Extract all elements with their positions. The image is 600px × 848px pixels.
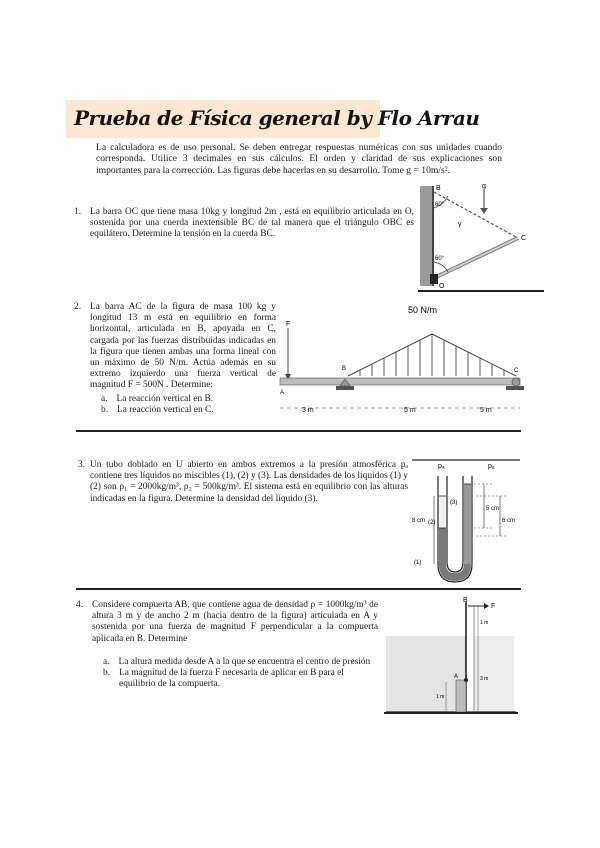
question-3-figure bbox=[412, 456, 522, 586]
fig1-angle-bottom: 60° bbox=[435, 256, 445, 262]
fig3-height-5: 5 cm bbox=[486, 506, 500, 512]
question-1 bbox=[90, 207, 414, 241]
question-2 bbox=[90, 302, 276, 416]
question-2-option-a: a. La reacción vertical en B. bbox=[101, 393, 214, 404]
fig1-label-o: O bbox=[439, 283, 445, 290]
question-2-option-b: b. La reacción vertical en C. bbox=[101, 404, 214, 415]
question-2-figure bbox=[280, 300, 526, 416]
fig2-load-label: 50 N/m bbox=[408, 305, 438, 315]
fig4-label-a: A bbox=[454, 674, 459, 680]
question-4-divider bbox=[384, 712, 518, 714]
fig1-gamma: γ bbox=[458, 221, 462, 228]
question-3-divider bbox=[76, 588, 521, 590]
fig1-angle-top: 60° bbox=[435, 202, 445, 208]
question-3-number: 3. bbox=[78, 460, 86, 470]
fig1-label-b: B bbox=[436, 185, 441, 192]
fig3-height-6: 6 cm bbox=[502, 518, 516, 524]
page-title: Prueba de Física general by Flo Arrau bbox=[74, 106, 480, 130]
question-4-option-a: a. La altura medida desde A a la que se encuentra el centro de presión bbox=[103, 656, 371, 667]
question-1-figure bbox=[420, 182, 540, 290]
fig1-label-g: g bbox=[482, 183, 486, 190]
question-4-text: Considere compuerta AB, que contiene agua de densidad ρ = 1000kg/m³ de altura 3 m y de ancho 2 m (hacia dentro de la figura) articulada en A y sostenida por una fuerza de magnitud F perpendicular a la compuerta aplicada en B. Determine bbox=[92, 600, 378, 644]
question-2-text: La barra AC de la figura de masa 100 kg y longitud 13 m está en equilibrio en forma horizontal, articulada en B, apoyada en C, cargada por las fuerzas distribuidas indicadas en la figura que tienen ambas una forma lineal con un máximo de 50 N/m. Actúa además en su extremo izquierdo una fuerza vertical de magnitud F = 500N . Determine: bbox=[90, 302, 276, 391]
fig3-pa-left: pₐ bbox=[438, 463, 445, 470]
fig3-pa-right: pₐ bbox=[488, 463, 495, 470]
fig3-liquid-2: (2) bbox=[428, 520, 436, 526]
fig4-label-f: F bbox=[491, 603, 496, 610]
question-4 bbox=[92, 600, 378, 690]
fig2-label-a: A bbox=[280, 390, 285, 396]
question-2-number: 2. bbox=[74, 302, 82, 312]
fig2-label-b: B bbox=[342, 366, 347, 372]
fig1-label-c: C bbox=[521, 235, 527, 242]
question-1-number: 1. bbox=[74, 207, 82, 217]
question-3-text: Un tubo doblado en U abierto en ambos extremos a la presión atmosférica pₐ contiene tres líquidos no miscibles (1), (2) y (3). Las densidades de los líquidos (1) y (2) son ρ₁ = 2000kg/m³, ρ₂ = 500kg/m³. El sistema está en equilibrio con las alturas indicadas en la figura. Determine la densidad del líquido (3). bbox=[90, 460, 408, 504]
fig2-label-f: F bbox=[286, 321, 291, 328]
fig4-label-b: B bbox=[463, 597, 468, 604]
question-1-divider bbox=[418, 290, 544, 292]
fig4-dim-1: 1 m bbox=[480, 620, 489, 626]
fig2-dim-3: 5 m bbox=[480, 407, 492, 414]
question-2-divider bbox=[76, 430, 521, 432]
question-4-option-b: b. La magnitud de la fuerza F necesaria de aplicar en B para el equilibrio de la compuerta. bbox=[103, 668, 344, 690]
question-4-figure bbox=[386, 598, 516, 716]
fig3-height-8: 8 cm bbox=[412, 518, 426, 524]
fig2-dim-2: 5 m bbox=[404, 407, 416, 414]
fig3-liquid-1: (1) bbox=[414, 560, 422, 566]
fig4-dim-2: 3 m bbox=[480, 676, 489, 682]
instructions-paragraph: La calculadora es de uso personal. Se deben entregar respuestas numéricas con sus unidades cuando corresponda. Utilice 3 decimales en sus cálculos. El orden y claridad de sus explicaciones son importantes para la corrección. Las figuras debe hacerlas en su desarrollo. Tome g = 10m/s². bbox=[96, 142, 502, 176]
fig2-dim-1: 3 m bbox=[302, 407, 314, 414]
fig2-label-c: C bbox=[514, 368, 519, 374]
fig4-dim-3: 1 m bbox=[436, 694, 445, 700]
question-4-number: 4. bbox=[76, 600, 84, 610]
fig3-liquid-3: (3) bbox=[450, 500, 458, 506]
question-3 bbox=[90, 460, 408, 505]
question-1-text: La barra OC que tiene masa 10kg y longitud 2m , está en equilibrio articulada en O, sostenida por una cuerda inextensible BC de tal manera que el triángulo OBC es equilátero. Determine la tensión en la cuerda BC. bbox=[90, 207, 414, 240]
